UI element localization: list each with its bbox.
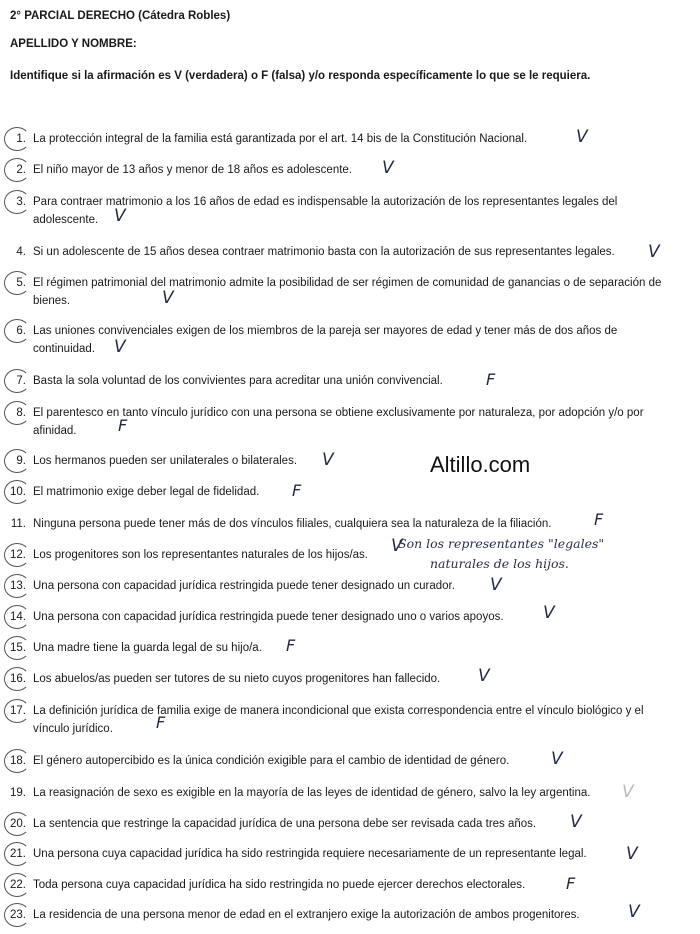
question-text: El género autopercibido es la única condición exigible para el cambio de identidad de género. xyxy=(33,755,510,767)
answer-mark: V xyxy=(114,206,126,226)
answer-mark: F xyxy=(486,370,496,389)
question-text: Los abuelos/as pueden ser tutores de su nieto cuyos progenitores han fallecido. xyxy=(33,673,441,685)
question-number: 20. xyxy=(6,815,26,833)
question-number: 21. xyxy=(6,845,26,863)
question-text: El régimen patrimonial del matrimonio admite la posibilidad de ser régimen de comunidad de ganancias o de separación de bienes. xyxy=(33,277,662,307)
answer-mark: V xyxy=(162,288,174,308)
answer-mark: F xyxy=(156,713,166,732)
question-number: 15. xyxy=(6,639,26,657)
answer-mark: V xyxy=(648,242,660,262)
question-text: Los progenitores son los representantes naturales de los hijos/as. xyxy=(33,549,368,561)
answer-mark: V xyxy=(322,450,334,470)
question-text: Ninguna persona puede tener más de dos vínculos filiales, cualquiera sea la naturaleza de la filiación. xyxy=(33,518,552,530)
question-number: 14. xyxy=(6,608,26,626)
answer-mark: F xyxy=(118,416,128,435)
question-text: Una persona con capacidad jurídica restringida puede tener designado un curador. xyxy=(33,580,455,592)
question-text: La residencia de una persona menor de edad en el extranjero exige la autorización de ambos progenitores. xyxy=(33,909,580,921)
question-text: El parentesco en tanto vínculo jurídico con una persona se obtiene exclusivamente por naturaleza, por adopción y/o por afinidad. xyxy=(33,407,644,437)
question-text: Basta la sola voluntad de los convivientes para acreditar una unión convivencial. xyxy=(33,375,443,387)
question-number: 8. xyxy=(6,404,26,422)
answer-mark: V xyxy=(570,812,582,832)
question-number: 11. xyxy=(10,518,26,530)
question-text: Las uniones convivenciales exigen de los miembros de la pareja ser mayores de edad y tener más de dos años de continuidad. xyxy=(33,325,618,355)
question-text: La protección integral de la familia está garantizada por el art. 14 bis de la Constitución Nacional. xyxy=(33,133,528,145)
question-text: Si un adolescente de 15 años desea contraer matrimonio basta con la autorización de sus representantes legales. xyxy=(33,246,615,258)
question-number: 18. xyxy=(6,752,26,770)
question-number: 16. xyxy=(6,670,26,688)
watermark: Altillo.com xyxy=(430,452,531,477)
answer-mark: V xyxy=(626,844,638,864)
question-text: El matrimonio exige deber legal de fidelidad. xyxy=(33,486,260,498)
answer-mark: V xyxy=(114,337,126,357)
answer-mark: V xyxy=(543,603,555,623)
handwritten-note: naturales de los hijos. xyxy=(430,556,569,571)
answer-mark: V xyxy=(382,158,394,178)
answer-mark: V xyxy=(622,782,634,802)
answer-mark: V xyxy=(551,749,563,769)
question-text: El niño mayor de 13 años y menor de 18 años es adolescente. xyxy=(33,164,353,176)
question-number: 6. xyxy=(6,322,26,340)
question-number: 7. xyxy=(6,372,26,390)
name-label: APELLIDO Y NOMBRE: xyxy=(10,38,137,50)
question-number: 23. xyxy=(6,906,26,924)
question-number: 19. xyxy=(10,787,26,799)
question-number: 17. xyxy=(6,702,26,720)
question-text: La reasignación de sexo es exigible en la mayoría de las leyes de identidad de género, salvo la ley argentina. xyxy=(33,787,591,799)
question-number: 22. xyxy=(6,876,26,894)
answer-mark: F xyxy=(286,636,296,655)
answer-mark: V xyxy=(576,127,588,147)
question-text: Una madre tiene la guarda legal de su hijo/a. xyxy=(33,642,262,654)
question-number: 9. xyxy=(6,452,26,470)
question-text: Una persona con capacidad jurídica restringida puede tener designado uno o varios apoyos. xyxy=(33,611,504,623)
answer-mark: V xyxy=(628,902,640,922)
question-number: 1. xyxy=(6,130,26,148)
instructions: Identifique si la afirmación es V (verdadera) o F (falsa) y/o responda específicamente lo que se le requiera. xyxy=(10,70,591,82)
handwritten-note: Son los representantes "legales" xyxy=(398,536,605,551)
question-number: 12. xyxy=(6,546,26,564)
question-number: 5. xyxy=(6,274,26,292)
question-text: Los hermanos pueden ser unilaterales o bilaterales. xyxy=(33,455,298,467)
question-text: Una persona cuya capacidad jurídica ha sido restringida requiere necesariamente de un representante legal. xyxy=(33,848,587,860)
question-text: Toda persona cuya capacidad jurídica ha sido restringida no puede ejercer derechos electorales. xyxy=(33,879,526,891)
question-number: 13. xyxy=(6,577,26,595)
answer-mark: V xyxy=(490,575,502,595)
exam-title: 2° PARCIAL DERECHO (Cátedra Robles) xyxy=(10,10,231,22)
question-text: Para contraer matrimonio a los 16 años de edad es indispensable la autorización de los representantes legales del adolescente. xyxy=(33,196,618,226)
answer-mark: F xyxy=(594,510,604,529)
question-number: 2. xyxy=(6,161,26,179)
question-number: 3. xyxy=(6,193,26,211)
answer-mark: V xyxy=(478,666,490,686)
answer-mark: V xyxy=(391,536,403,556)
question-number: 4. xyxy=(16,246,26,258)
question-number: 10. xyxy=(6,483,26,501)
question-text: La definición jurídica de familia exige de manera incondicional que exista correspondencia entre el vínculo biológico y el vínculo jurídico. xyxy=(33,705,644,735)
answer-mark: F xyxy=(292,481,302,500)
answer-mark: F xyxy=(566,874,576,893)
question-text: La sentencia que restringe la capacidad jurídica de una persona debe ser revisada cada tres años. xyxy=(33,818,537,830)
